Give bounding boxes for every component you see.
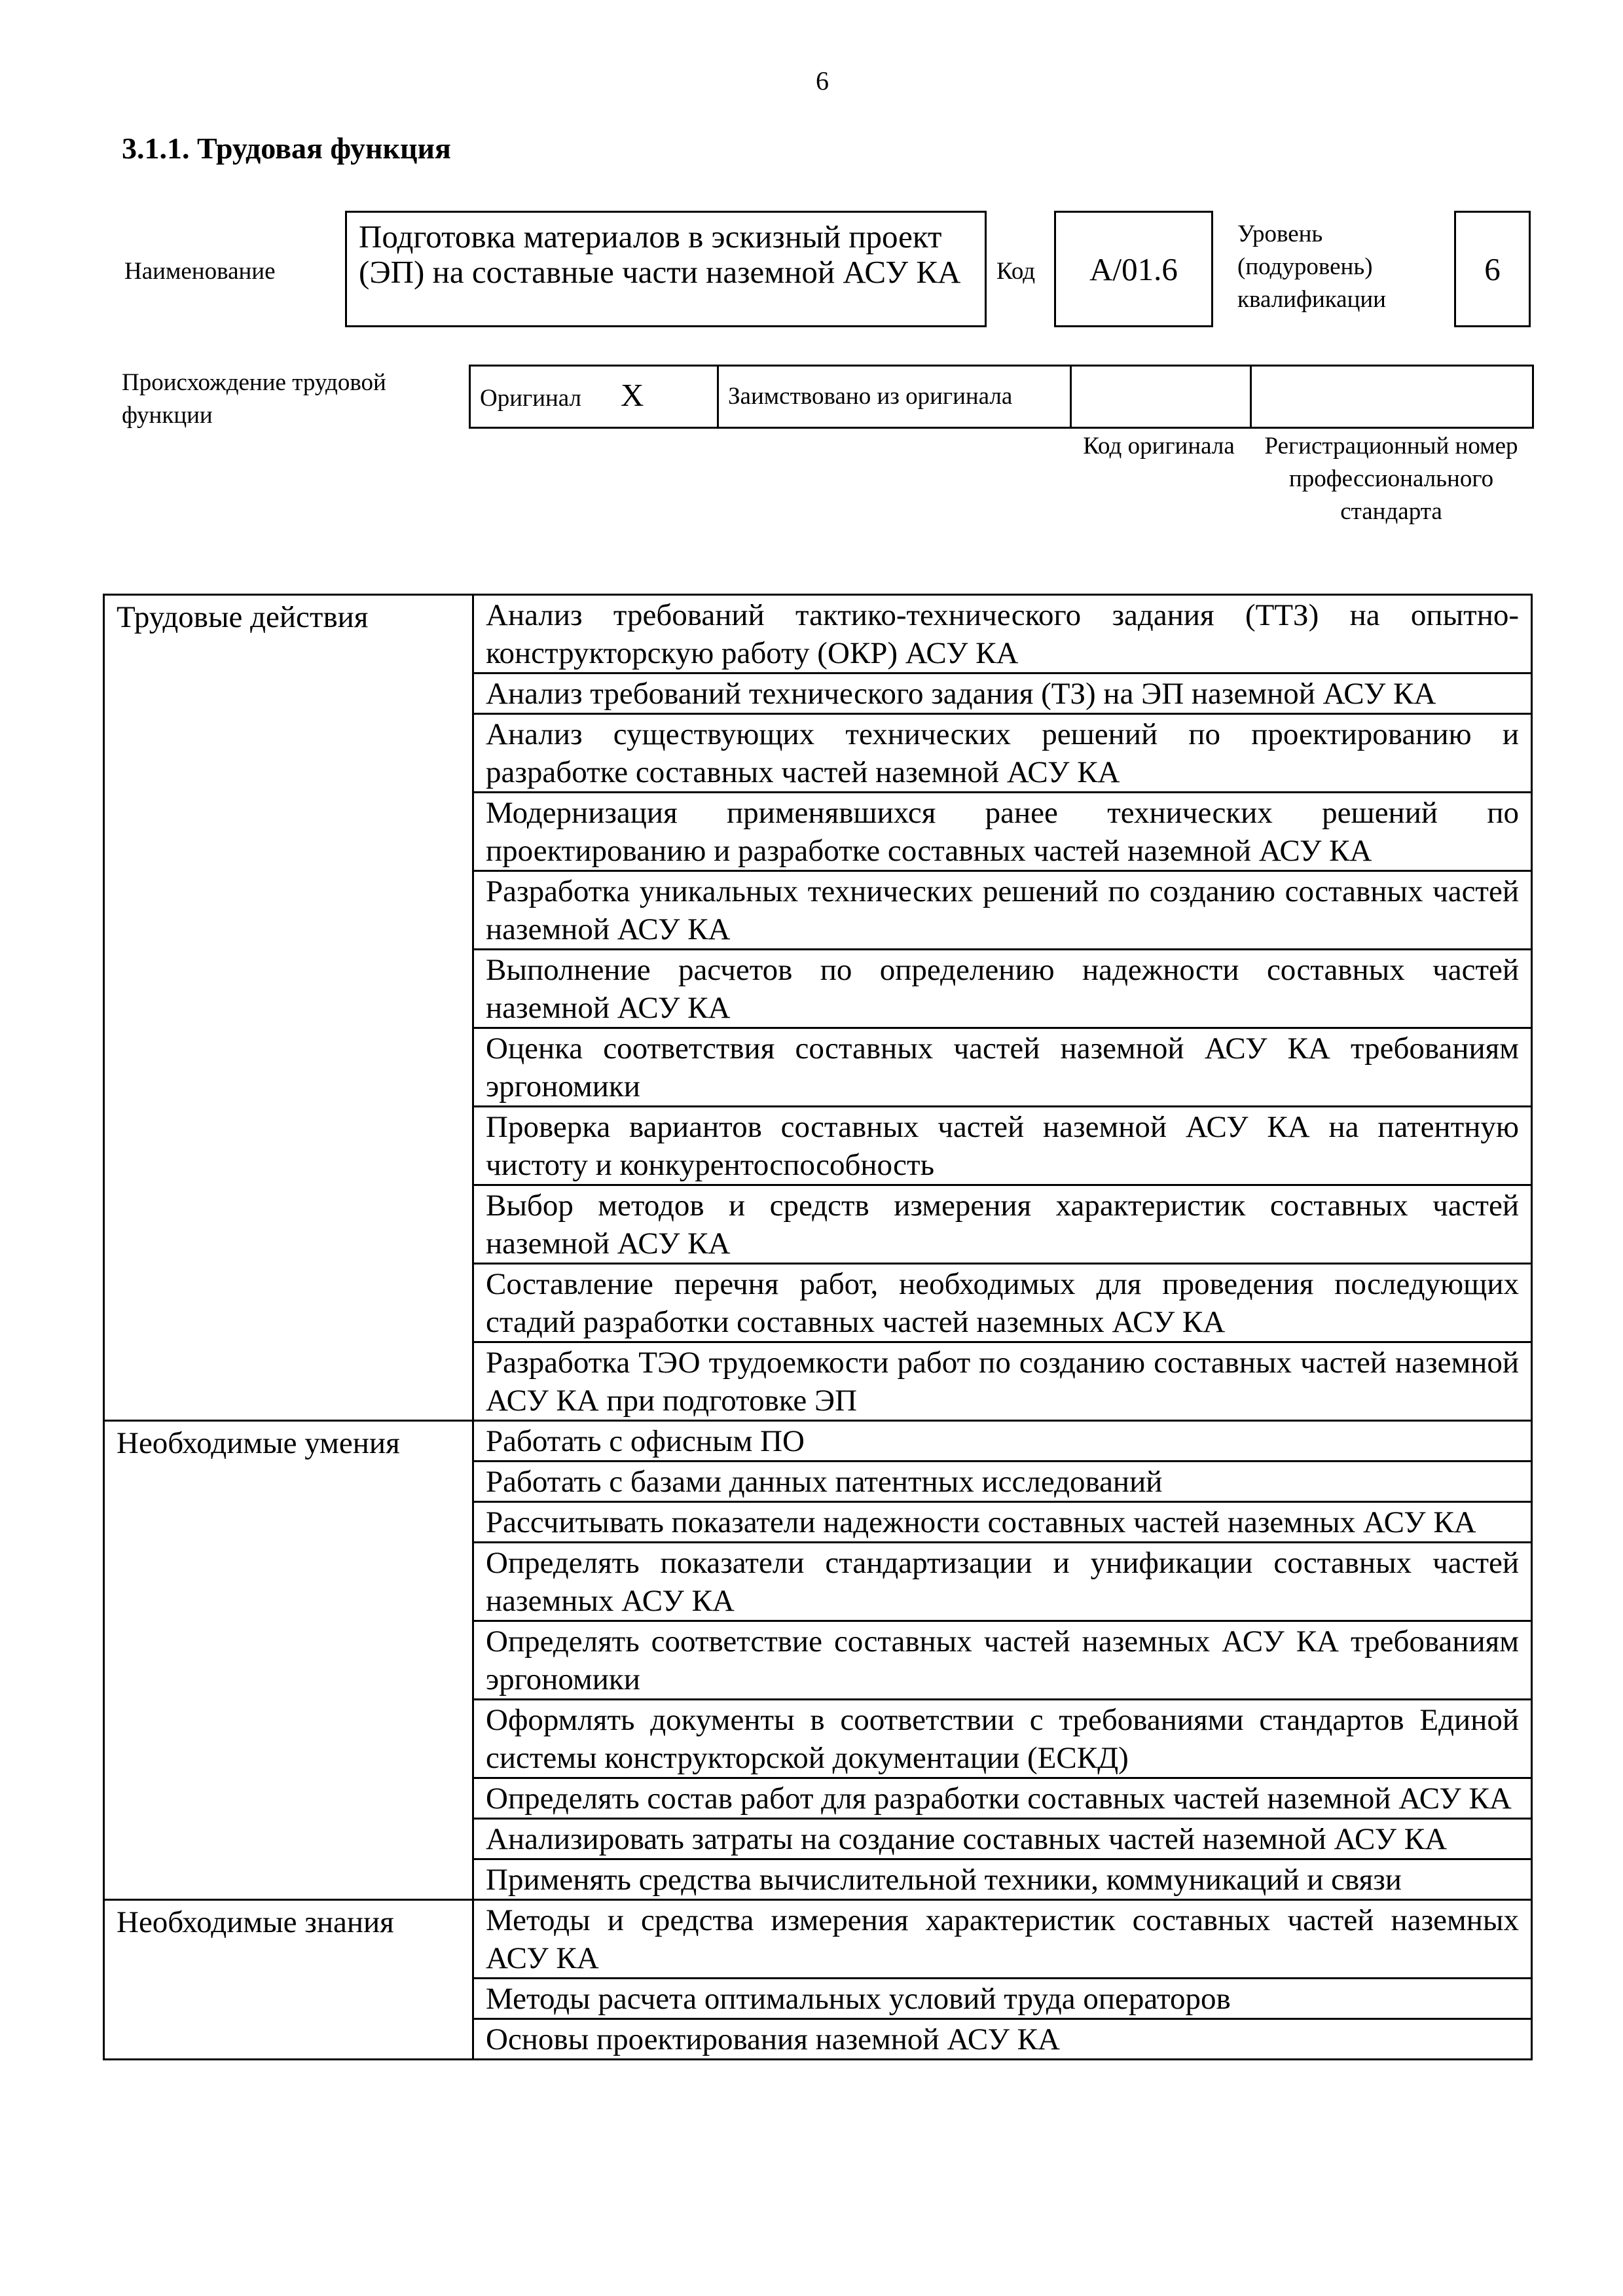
section-item: Анализ требований технического задания (ТЗ) на ЭП наземной АСУ КА [473, 673, 1532, 714]
section-item: Выполнение расчетов по определению надежности составных частей наземной АСУ КА [473, 950, 1532, 1028]
name-label: Наименование [124, 258, 276, 285]
origin-table [469, 365, 1534, 429]
table-row [104, 1421, 1532, 1462]
level-label-line2: (подуровень) [1237, 253, 1373, 280]
section-item: Основы проектирования наземной АСУ КА [473, 2019, 1532, 2060]
section-item: Определять показатели стандартизации и унификации составных частей наземных АСУ КА [473, 1543, 1532, 1621]
section-item: Оценка соответствия составных частей наземной АСУ КА требованиям эргономики [473, 1028, 1532, 1107]
section-title-cell: Трудовые действия [104, 595, 473, 1421]
section-item: Анализировать затраты на создание составных частей наземной АСУ КА [473, 1819, 1532, 1859]
section-item: Рассчитывать показатели надежности составных частей наземных АСУ КА [473, 1502, 1532, 1543]
section-item: Анализ требований тактико-технического задания (ТТЗ) на опытно-конструкторскую работу (ОКР) АСУ КА [473, 595, 1532, 673]
section-item: Проверка вариантов составных частей наземной АСУ КА на патентную чистоту и конкурентоспособность [473, 1107, 1532, 1185]
origin-label: Происхождение трудовой функции [122, 369, 386, 429]
table-row [104, 595, 1532, 673]
origin-borrowed-cell [718, 366, 1071, 428]
section-item: Методы расчета оптимальных условий труда операторов [473, 1979, 1532, 2019]
section-item: Работать с офисным ПО [473, 1421, 1532, 1462]
origin-reg-cell [1251, 366, 1533, 428]
section-item: Применять средства вычислительной техники, коммуникаций и связи [473, 1859, 1532, 1900]
section-item: Анализ существующих технических решений по проектированию и разработке составных частей наземной АСУ КА [473, 714, 1532, 793]
section-item: Разработка уникальных технических решений по созданию составных частей наземной АСУ КА [473, 871, 1532, 950]
section-item: Определять состав работ для разработки составных частей наземной АСУ КА [473, 1778, 1532, 1819]
section-title: 3.1.1. Трудовая функция [122, 132, 451, 165]
section-item: Выбор методов и средств измерения характеристик составных частей наземной АСУ КА [473, 1185, 1532, 1264]
section-item: Модернизация применявшихся ранее технических решений по проектированию и разработке составных частей наземной АСУ КА [473, 793, 1532, 871]
section-title-cell: Необходимые знания [104, 1900, 473, 2060]
origin-code-cell [1071, 366, 1251, 428]
section-item: Разработка ТЭО трудоемкости работ по созданию составных частей наземной АСУ КА при подготовке ЭП [473, 1342, 1532, 1421]
section-item: Методы и средства измерения характеристик составных частей наземных АСУ КА [473, 1900, 1532, 1979]
section-item: Работать с базами данных патентных исследований [473, 1462, 1532, 1502]
code-box [1054, 211, 1213, 327]
section-item: Оформлять документы в соответствии с требованиями стандартов Единой системы конструкторской документации (ЕСКД) [473, 1700, 1532, 1778]
level-label-line1: Уровень [1237, 221, 1323, 247]
origin-reg-caption: Регистрационный номер профессионального стандарта [1264, 433, 1518, 525]
page-number: 6 [816, 66, 829, 96]
code-value: А/01.6 [1089, 251, 1178, 287]
table-row [104, 1900, 1532, 1979]
origin-original-label: Оригинал [480, 384, 582, 412]
level-label-line3: квалификации [1237, 286, 1386, 313]
section-item: Определять соответствие составных частей наземных АСУ КА требованиям эргономики [473, 1621, 1532, 1700]
code-label: Код [996, 258, 1036, 285]
section-item: Составление перечня работ, необходимых для проведения последующих стадий разработки составных частей наземных АСУ КА [473, 1264, 1532, 1342]
origin-original-cell [470, 366, 718, 428]
section-title-cell: Необходимые умения [104, 1421, 473, 1900]
level-box [1454, 211, 1531, 327]
function-table [103, 594, 1533, 2060]
level-label [1237, 218, 1386, 316]
origin-borrowed-label: Заимствовано из оригинала [728, 383, 1013, 410]
origin-mark: X [621, 376, 644, 413]
function-name-box: Подготовка материалов в эскизный проект (ЭП) на составные части наземной АСУ КА [345, 211, 987, 327]
level-value: 6 [1484, 251, 1501, 287]
origin-code-caption: Код оригинала [1083, 433, 1235, 459]
